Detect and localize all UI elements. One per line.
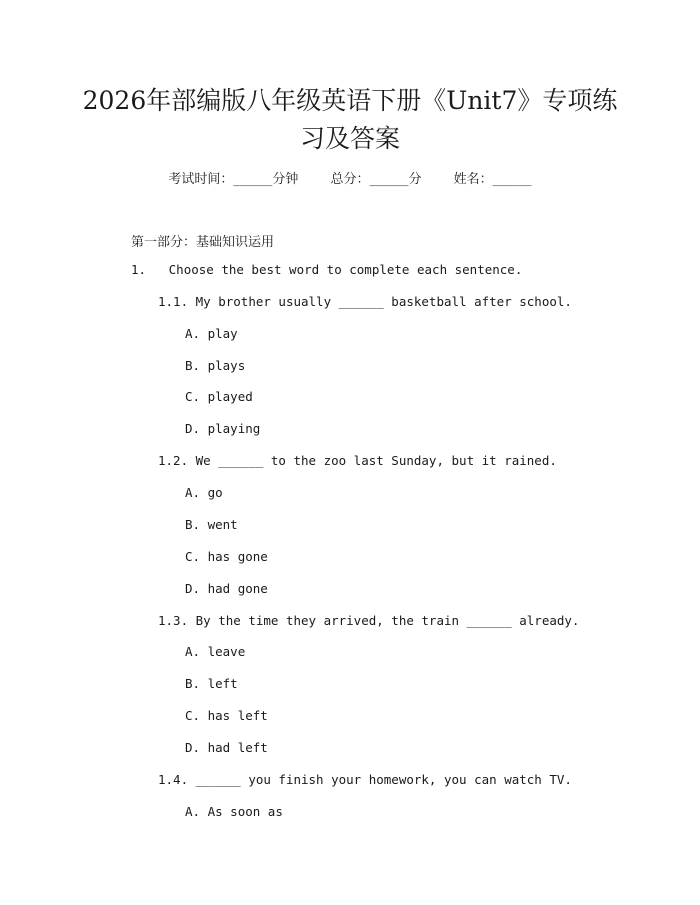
sub-question: [158, 613, 579, 629]
sub-question: [158, 294, 572, 310]
option-letter: D.: [185, 581, 201, 596]
total-score-field: 总分：______分: [330, 172, 422, 187]
sub-question-number: 1.3.: [158, 613, 189, 628]
option-text: leave: [207, 644, 246, 659]
option-text: playing: [207, 421, 261, 436]
option-letter: B.: [185, 676, 201, 691]
option-text: had left: [207, 740, 268, 755]
sub-question-text: ______ you finish your homework, you can watch TV.: [195, 772, 572, 787]
exam-time-field: 考试时间：______分钟: [168, 172, 299, 187]
question-number: 1.: [131, 262, 147, 277]
option-letter: B.: [185, 358, 201, 373]
option-letter: D.: [185, 421, 201, 436]
option-text: went: [207, 517, 238, 532]
option-letter: A.: [185, 485, 201, 500]
option: [185, 644, 245, 660]
option: [185, 804, 283, 820]
option-letter: C.: [185, 389, 201, 404]
option-letter: C.: [185, 708, 201, 723]
option-text: has left: [207, 708, 268, 723]
option-text: plays: [207, 358, 246, 373]
option: [185, 358, 245, 374]
option-letter: B.: [185, 517, 201, 532]
question-heading: [131, 262, 522, 278]
option: [185, 740, 268, 756]
exam-info: [0, 168, 700, 187]
option-letter: A.: [185, 644, 201, 659]
document-title: 2026年部编版八年级英语下册《Unit7》专项练习及答案: [82, 86, 618, 153]
option-text: had gone: [207, 581, 268, 596]
option-letter: A.: [185, 326, 201, 341]
sub-question: [158, 453, 557, 469]
option-letter: A.: [185, 804, 201, 819]
option-text: has gone: [207, 549, 268, 564]
sub-question-number: 1.4.: [158, 772, 189, 787]
question-instruction: Choose the best word to complete each sentence.: [168, 262, 523, 277]
option: [185, 676, 238, 692]
option: [185, 549, 268, 565]
student-name-field: 姓名：______: [453, 172, 532, 187]
option-text: As soon as: [207, 804, 283, 819]
option-letter: C.: [185, 549, 201, 564]
option-text: go: [207, 485, 223, 500]
sub-question-text: We ______ to the zoo last Sunday, but it rained.: [195, 453, 557, 468]
sub-question-number: 1.2.: [158, 453, 189, 468]
option-text: play: [207, 326, 238, 341]
option: [185, 517, 238, 533]
option-text: played: [207, 389, 253, 404]
option-text: left: [207, 676, 238, 691]
sub-question-text: My brother usually ______ basketball after school.: [195, 294, 572, 309]
option: [185, 485, 223, 501]
section-title: 第一部分：基础知识运用: [131, 235, 275, 250]
option: [185, 389, 253, 405]
option-letter: D.: [185, 740, 201, 755]
option: [185, 421, 260, 437]
sub-question-number: 1.1.: [158, 294, 189, 309]
sub-question-text: By the time they arrived, the train ______ already.: [195, 613, 580, 628]
sub-question: [158, 772, 572, 788]
option: [185, 581, 268, 597]
option: [185, 708, 268, 724]
option: [185, 326, 238, 342]
